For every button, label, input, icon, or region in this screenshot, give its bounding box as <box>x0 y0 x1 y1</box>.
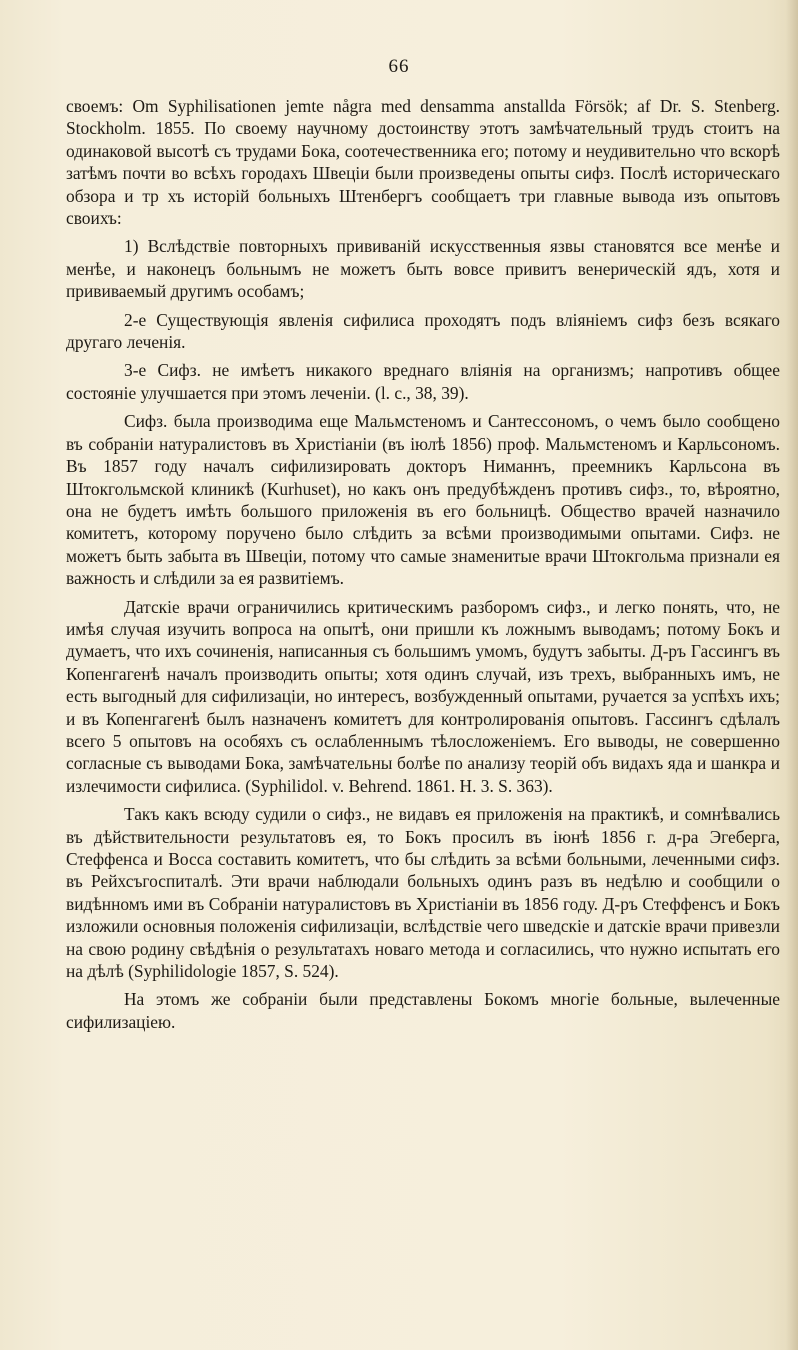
paragraph-1: своемъ: Om Syphilisationen jemte några med densamma anstallda Försök; af Dr. S. Stenberg. Stockholm. 1855. По своему научному достоинству этотъ замѣчательный трудъ стоитъ на одинаковой высотѣ съ трудами Бока, соотечественника его; потому и неудивительно что вскорѣ затѣмъ почти во всѣхъ городахъ Швеціи были произведены опыты сифз. Послѣ историческаго обзора и тр хъ исторій больныхъ Штенбергъ сообщаетъ три главные вывода изъ опытовъ своихъ: <box>66 96 780 229</box>
paragraph-7: Такъ какъ всюду судили о сифз., не видавъ ея приложенія на практикѣ, и сомнѣвались въ дѣйствительности результатовъ ея, то Бокъ просилъ въ іюнѣ 1856 г. д-ра Эгеберга, Стеффенса и Восса составить комитетъ, что бы слѣдить за всѣми больными, леченными сифз. въ Рейхсъгоспиталѣ. Эти врачи наблюдали больныхъ одинъ разъ въ недѣлю и сообщили о видѣнномъ ими въ Собраніи натуралистовъ въ Христіаніи въ 1856 году. Д-ръ Стеффенсъ и Бокъ изложили основныя положенія сифилизаціи, вслѣдствіе чего шведскіе и датскіе врачи привезли на свою родину свѣдѣнія о результатахъ новаго метода и согласились, что нужно испытать его на дѣлѣ (Syphilidologie 1857, S. 524). <box>66 804 780 982</box>
paragraph-6: Датскіе врачи ограничились критическимъ разборомъ сифз., и легко понять, что, не имѣя случая изучить вопроса на опытѣ, они пришли къ ложнымъ выводамъ; потому Бокъ и думаетъ, что ихъ сочиненія, написанныя съ большимъ умомъ, будутъ забыты. Д-ръ Гассингъ въ Копенгагенѣ началъ производить опыты; хотя одинъ случай, изъ трехъ, выбранныхъ имъ, не есть выгодный для сифилизаціи, но интересъ, возбужденный опытами, ручается за успѣхъ ихъ; и въ Копенгагенѣ былъ назначенъ комитетъ для контролированія опытовъ. Гассингъ сдѣлалъ всего 5 опытовъ на особяхъ съ ослабленнымъ тѣлосложеніемъ. Его выводы, не совершенно согласные съ выводами Бока, замѣчательны болѣе по анализу теорій объ видахъ яда и шанкра и излечимости сифилиса. (Syphilidol. v. Behrend. 1861. H. 3. S. 363). <box>66 596 780 796</box>
page-edge-shadow <box>786 0 798 1350</box>
paragraph-4: 3-е Сифз. не имѣетъ никакого вреднаго вліянія на организмъ; напротивъ общее состояніе улучшается при этомъ леченіи. (l. c., 38, 39). <box>66 360 780 403</box>
paragraph-8: На этомъ же собраніи были представлены Бокомъ многіе больные, вылеченные сифилизаціею. <box>66 989 780 1032</box>
paragraph-2: 1) Вслѣдствіе повторныхъ прививаній искусственныя язвы становятся все менѣе и менѣе, и наконецъ больнымъ не можетъ быть вовсе привитъ венерическій ядъ, хотя и прививаемый другимъ особамъ; <box>66 236 780 302</box>
paragraph-3: 2-е Существующія явленія сифилиса проходятъ подъ вліяніемъ сифз безъ всякаго другаго леченія. <box>66 309 780 353</box>
paragraph-5: Сифз. была производима еще Мальмстеномъ и Сантессономъ, о чемъ было сообщено въ собраніи натуралистовъ въ Христіаніи (въ іюлѣ 1856) проф. Мальмстеномъ и Карльсономъ. Въ 1857 году началъ сифилизировать докторъ Ниманнъ, преемникъ Карльсона въ Штокгольмской клиникѣ (Kurhuset), но какъ онъ предубѣжденъ противъ сифз., то, вѣроятно, она не будетъ имѣть большого приложенія въ его больницѣ. Общество врачей назначило комитетъ, которому поручено было слѣдить за всѣми производимыми опытами. Сифз. не можетъ быть забыта въ Швеціи, потому что самые знаменитые врачи Штокгольма признали ея важность и слѣдили за ея развитіемъ. <box>66 411 780 589</box>
page-number: 66 <box>388 56 410 77</box>
body-text <box>66 95 780 1039</box>
